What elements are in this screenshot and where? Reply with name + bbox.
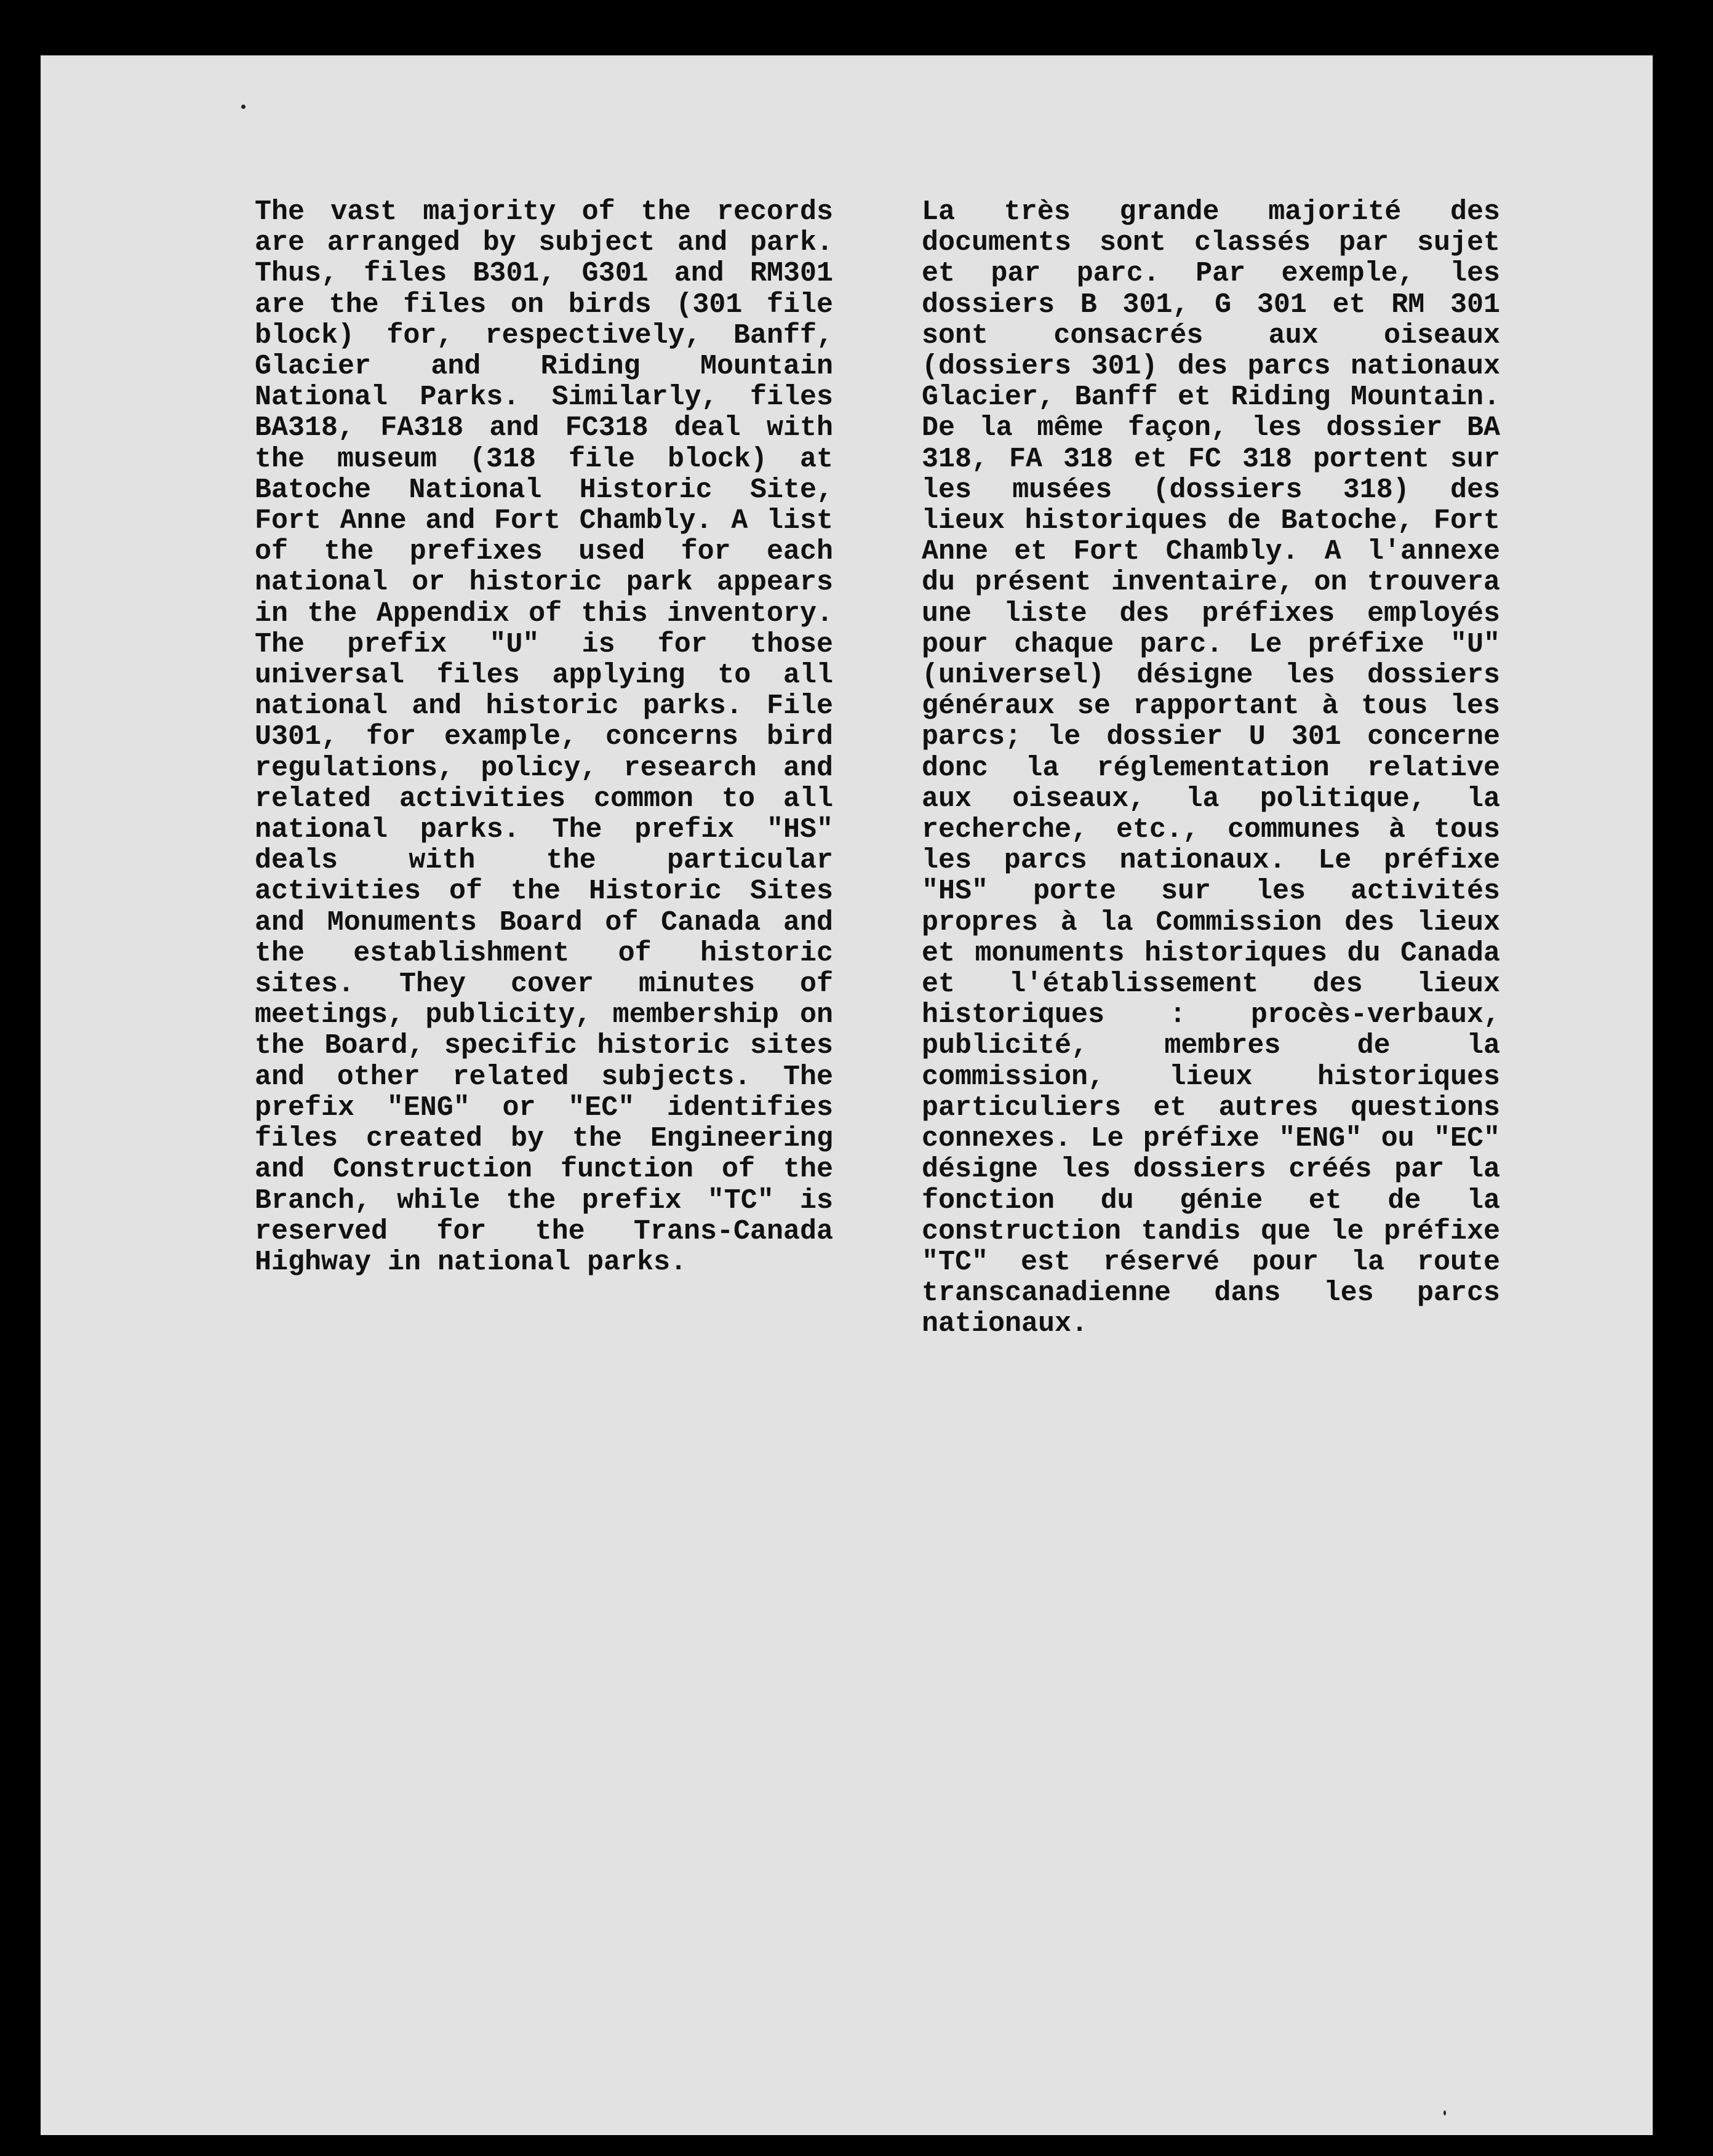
dust-speck — [1443, 2110, 1446, 2115]
dust-speck — [241, 105, 246, 109]
english-text-column: The vast majority of the records are arranged by subject and park. Thus, files B301, G301 and RM301 are the files on birds (301 file block) for, respectively, Banff, Glacier and Riding Mountain National Parks. Similarly, files BA318, FA318 and FC318 deal with the museum (318 file block) at Batoche National Historic Site, Fort Anne and Fort Chambly. A list of the prefixes used for each national or historic park appears in the Appendix of this inventory. The prefix "U" is for those universal files applying to all national and historic parks. File U301, for example, concerns bird regulations, policy, research and related activities common to all national parks. The prefix "HS" deals with the particular activities of the Historic Sites and Monuments Board of Canada and the establishment of historic sites. They cover minutes of meetings, publicity, membership on the Board, specific historic sites and other related subjects. The prefix "ENG" or "EC" identifies files created by the Engineering and Construction function of the Branch, while the prefix "TC" is reserved for the Trans-Canada Highway in national parks. — [255, 196, 833, 1278]
french-text-column: La très grande majorité des documents sont classés par sujet et par parc. Par exemple, les dossiers B 301, G 301 et RM 301 sont consacrés aux oiseaux (dossiers 301) des parcs nationaux Glacier, Banff et Riding Mountain. De la même façon, les dossier BA 318, FA 318 et FC 318 portent sur les musées (dossiers 318) des lieux historiques de Batoche, Fort Anne et Fort Chambly. A l'annexe du présent inventaire, on trouvera une liste des préfixes employés pour chaque parc. Le préfixe "U" (universel) désigne les dossiers généraux se rapportant à tous les parcs; le dossier U 301 concerne donc la réglementation relative aux oiseaux, la politique, la recherche, etc., communes à tous les parcs nationaux. Le préfixe "HS" porte sur les activités propres à la Commission des lieux et monuments historiques du Canada et l'établissement des lieux historiques : procès-verbaux, publicité, membres de la commission, lieux historiques particuliers et autres questions connexes. Le préfixe "ENG" ou "EC" désigne les dossiers créés par la fonction du génie et de la construction tandis que le préfixe "TC" est réservé pour la route transcanadienne dans les parcs nationaux. — [922, 196, 1500, 1340]
